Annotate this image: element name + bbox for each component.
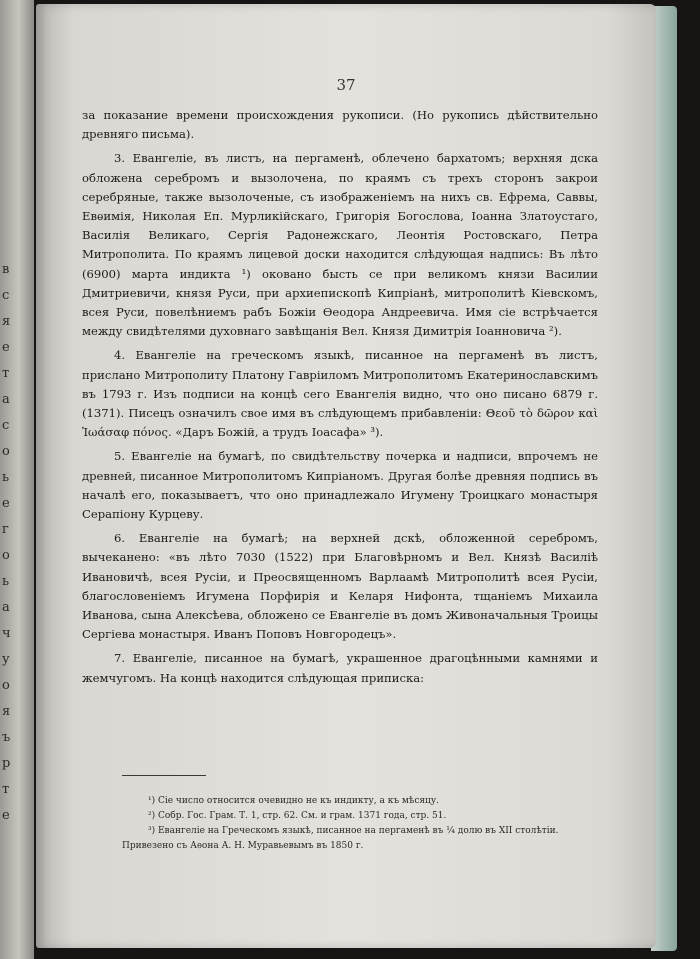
left-page-fragment: о [2,444,10,459]
left-page-edge [0,0,34,959]
left-page-fragment: у [2,652,10,667]
left-page-fragment: т [2,782,10,797]
left-page-fragment: о [2,548,10,563]
footnote-divider [122,775,206,776]
left-page-fragment: ъ [2,730,11,745]
left-page-fragment: е [2,340,10,355]
left-page-fragment: я [2,704,11,719]
left-page-text-fragments [0,0,34,959]
left-page-fragment: ч [2,626,11,641]
left-page-fragment: в [2,262,10,277]
paragraph-item-6: 6. Евангеліе на бумагѣ; на верхней дскѣ, обложенной серебромъ, вычеканено: «въ лѣто 7030 (1522) при Благовѣрномъ и Вел. Князѣ Василіѣ Ивановичѣ, всея Русіи, и Преосвященномъ Варлаамѣ Митрополитѣ всея Русіи, благословеніемъ Игумена Порфирія и Келаря Нифонта, тщаніемъ Михаила Иванова, сына Алексѣева, обложено се Евангеліе въ домъ Живоначальныя Троицы Сергіева монастыря. Иванъ Поповъ Новгородецъ». [82,531,598,642]
footnote-2: ²) Собр. Гос. Грам. Т. 1, стр. 62. См. и грам. 1371 года, стр. 51. [148,811,447,821]
left-page-fragment: е [2,496,10,511]
book-page [36,4,656,948]
left-page-fragment: т [2,366,10,381]
paragraph-continuation: за показание времени происхождения рукописи. (Но рукопись дѣйствительно древняго письма). [82,108,598,142]
paragraph-item-3: 3. Евангеліе, въ листъ, на пергаменѣ, облечено бархатомъ; верхняя дска обложена серебромъ и вызолочена, по краямъ съ трехъ сторонъ закрои серебряные, также вызолоченые, съ изображеніемъ на нихъ св. Ефрема, Саввы, Евѳимія, Николая Еп. Мурликійскаго, Григорія Богослова, Іоанна Златоустаго, Василія Великаго, Сергія Радонежскаго, Леонтія Ростовскаго, Петра Митрополита. По краямъ лицевой доски находится слѣдующая надпись: Въ лѣто (6900) марта индикта ¹) оковано бысть се при великомъ князи Василии Дмитриевичи, князя Руси, при архиепископѣ Кипріанѣ, митрополитѣ Кіевскомъ, всея Руси, повелѣниемъ рабъ Божіи Ѳеодора Андреевича. Имя сіе встрѣчается между свидѣтелями духовнаго завѣщанія Вел. Князя Димитрія Іоанновича ²). [82,151,598,339]
paragraph-item-5: 5. Евангеліе на бумагѣ, по свидѣтельству почерка и надписи, впрочемъ не древней, писанное Митрополитомъ Кипріаномъ. Другая болѣе древняя подпись въ началѣ его, показываетъ, что оно принадлежало Игумену Троицкаго монастыря Серапіону Курцеву. [82,449,598,522]
left-page-fragment: е [2,808,10,823]
paragraph-item-7: 7. Евангеліе, писанное на бумагѣ, украшенное драгоцѣнными камнями и жемчугомъ. На концѣ находится слѣдующая приписка: [82,651,598,685]
footnote-1: ¹) Сіе число относится очевидно не къ индикту, а къ мѣсяцу. [148,796,439,806]
left-page-fragment: с [2,288,10,303]
left-page-fragment: с [2,418,10,433]
page-body [82,106,598,693]
left-page-fragment: г [2,522,9,537]
left-page-fragment: а [2,392,10,407]
page-number: 37 [336,76,356,94]
footnote-3: ³) Евангеліе на Греческомъ языкѣ, писанное на пергаменѣ въ ¼ долю въ XII столѣтіи. Привезено съ Аѳона А. Н. Муравьевымъ въ 1850 г. [122,826,559,851]
left-page-fragment: о [2,678,10,693]
left-page-fragment: а [2,600,10,615]
paragraph-item-4: 4. Евангеліе на греческомъ языкѣ, писанное на пергаменѣ въ листъ, прислано Митрополиту Платону Гавріиломъ Митрополитомъ Екатеринославскимъ въ 1793 г. Изъ подписи на концѣ сего Евангелія видно, что оно писано 6879 г. (1371). Писецъ означилъ свое имя въ слѣдующемъ прибавленіи: Θεοῦ τὸ δῶρον καὶ Ἰωάσαφ πόνος. «Даръ Божій, а трудъ Іоасафа» ³). [82,348,598,440]
left-page-fragment: р [2,756,11,771]
left-page-fragment: ь [2,470,10,485]
left-page-fragment: ь [2,574,10,589]
footnotes [122,794,598,854]
left-page-fragment: я [2,314,11,329]
